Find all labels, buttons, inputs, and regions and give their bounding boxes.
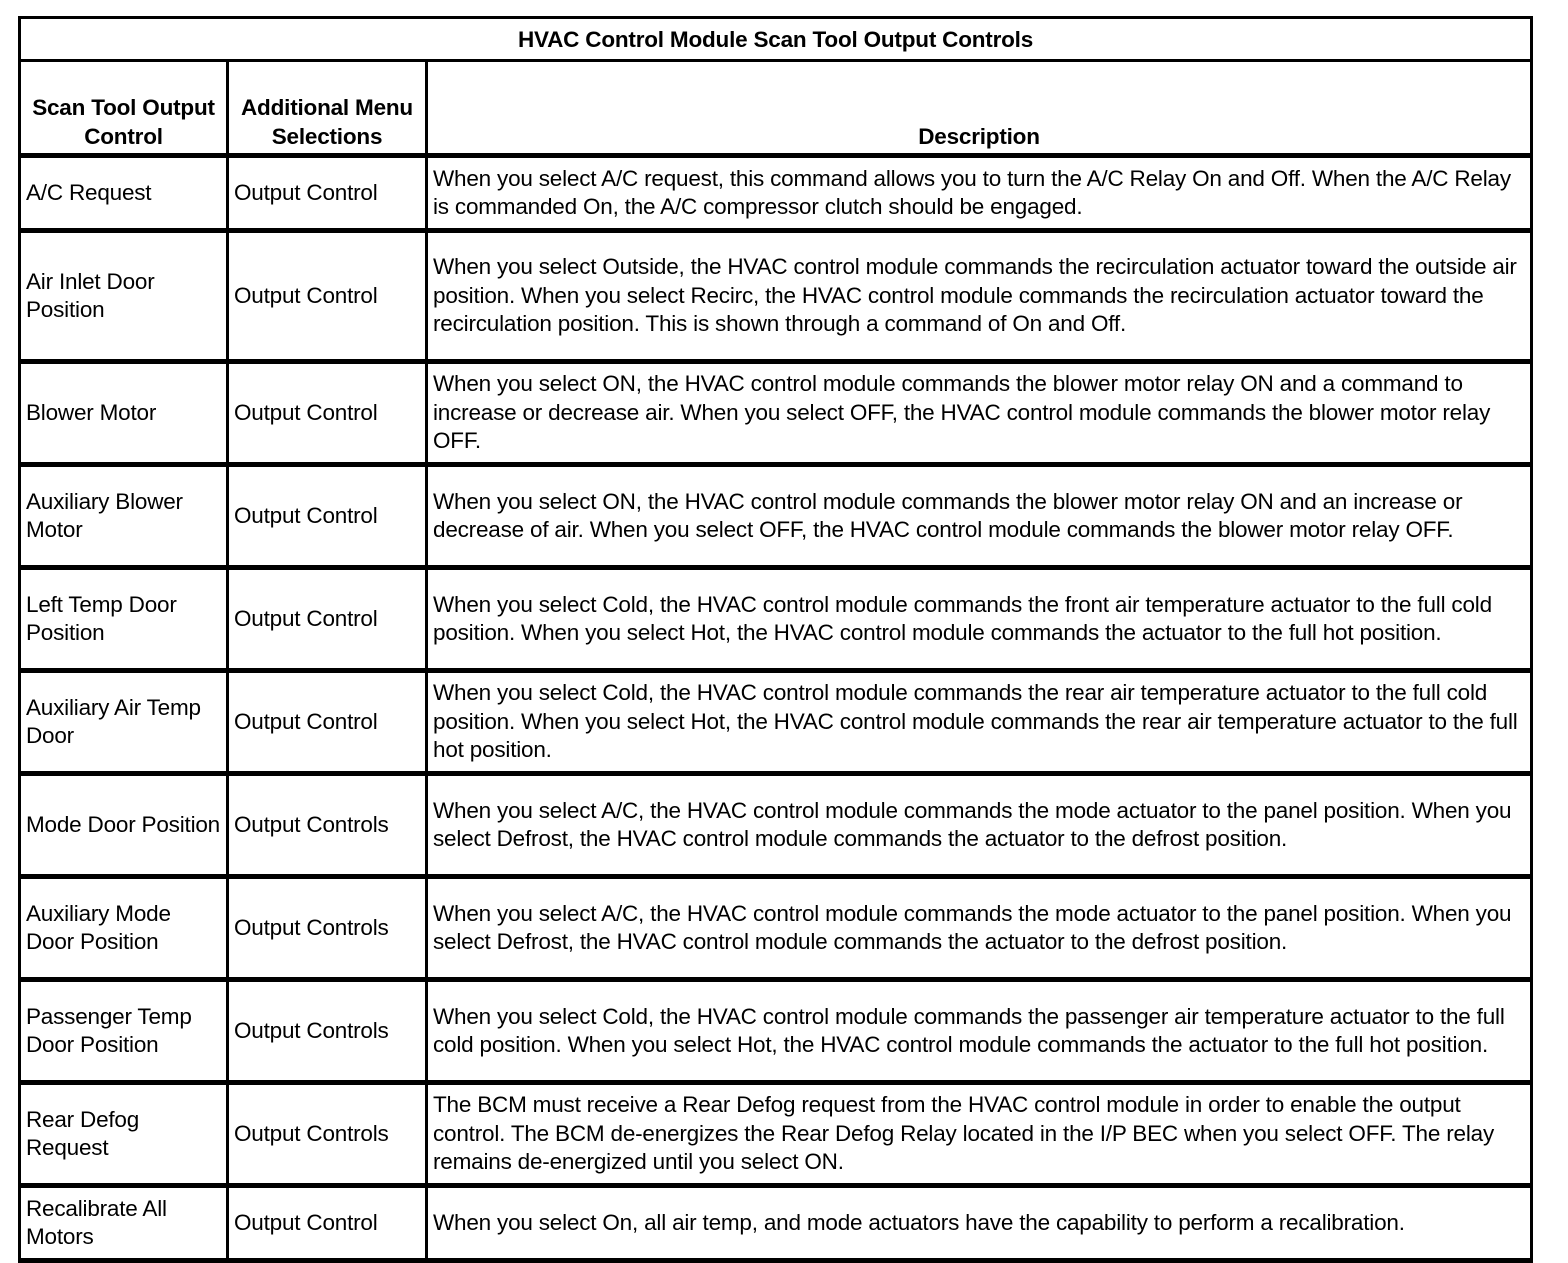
menu-selection: Output Control [228,1186,427,1261]
table-row [20,980,1532,1083]
control-name: A/C Request [20,156,228,231]
description: When you select Outside, the HVAC control module commands the recirculation actuator toward the outside air position. When you select Recirc, the HVAC control module commands the recirculation actuator toward the recirculation position. This is shown through a command of On and Off. [427,231,1532,362]
table-row [20,465,1532,568]
control-name: Mode Door Position [20,774,228,877]
table-header-row [20,61,1532,156]
table-title: HVAC Control Module Scan Tool Output Controls [20,18,1532,61]
header-description: Description [427,61,1532,156]
menu-selection: Output Controls [228,774,427,877]
table-row [20,1186,1532,1261]
control-name: Auxiliary Mode Door Position [20,877,228,980]
table-title-row [20,18,1532,61]
table-row [20,774,1532,877]
description: When you select A/C, the HVAC control module commands the mode actuator to the panel position. When you select Defrost, the HVAC control module commands the actuator to the defrost position. [427,774,1532,877]
menu-selection: Output Controls [228,1083,427,1186]
description: When you select Cold, the HVAC control module commands the front air temperature actuator to the full cold position. When you select Hot, the HVAC control module commands the actuator to the full hot position. [427,568,1532,671]
description: When you select ON, the HVAC control module commands the blower motor relay ON and an increase or decrease of air. When you select OFF, the HVAC control module commands the blower motor relay OFF. [427,465,1532,568]
control-name: Left Temp Door Position [20,568,228,671]
description: When you select Cold, the HVAC control module commands the rear air temperature actuator to the full cold position. When you select Hot, the HVAC control module commands the rear air temperature actuator to the full hot position. [427,671,1532,774]
menu-selection: Output Control [228,568,427,671]
table-row [20,1083,1532,1186]
menu-selection: Output Controls [228,877,427,980]
menu-selection: Output Control [228,362,427,465]
hvac-output-controls-table [18,16,1533,1263]
control-name: Rear Defog Request [20,1083,228,1186]
menu-selection: Output Control [228,671,427,774]
menu-selection: Output Controls [228,980,427,1083]
table-row [20,362,1532,465]
menu-selection: Output Control [228,231,427,362]
control-name: Passenger Temp Door Position [20,980,228,1083]
control-name: Air Inlet Door Position [20,231,228,362]
menu-selection: Output Control [228,465,427,568]
description: When you select A/C request, this command allows you to turn the A/C Relay On and Off. When the A/C Relay is commanded On, the A/C compressor clutch should be engaged. [427,156,1532,231]
control-name: Recalibrate All Motors [20,1186,228,1261]
table-row [20,568,1532,671]
control-name: Auxiliary Blower Motor [20,465,228,568]
table-row [20,231,1532,362]
table-row [20,877,1532,980]
table-row [20,671,1532,774]
header-scan-tool-output-control: Scan Tool Output Control [20,61,228,156]
description: The BCM must receive a Rear Defog request from the HVAC control module in order to enable the output control. The BCM de-energizes the Rear Defog Relay located in the I/P BEC when you select OFF. The relay remains de-energized until you select ON. [427,1083,1532,1186]
description: When you select On, all air temp, and mode actuators have the capability to perform a recalibration. [427,1186,1532,1261]
header-additional-menu-selections: Additional Menu Selections [228,61,427,156]
menu-selection: Output Control [228,156,427,231]
description: When you select A/C, the HVAC control module commands the mode actuator to the panel position. When you select Defrost, the HVAC control module commands the actuator to the defrost position. [427,877,1532,980]
table-row [20,156,1532,231]
control-name: Blower Motor [20,362,228,465]
description: When you select Cold, the HVAC control module commands the passenger air temperature actuator to the full cold position. When you select Hot, the HVAC control module commands the actuator to the full hot position. [427,980,1532,1083]
description: When you select ON, the HVAC control module commands the blower motor relay ON and a command to increase or decrease air. When you select OFF, the HVAC control module commands the blower motor relay OFF. [427,362,1532,465]
control-name: Auxiliary Air Temp Door [20,671,228,774]
